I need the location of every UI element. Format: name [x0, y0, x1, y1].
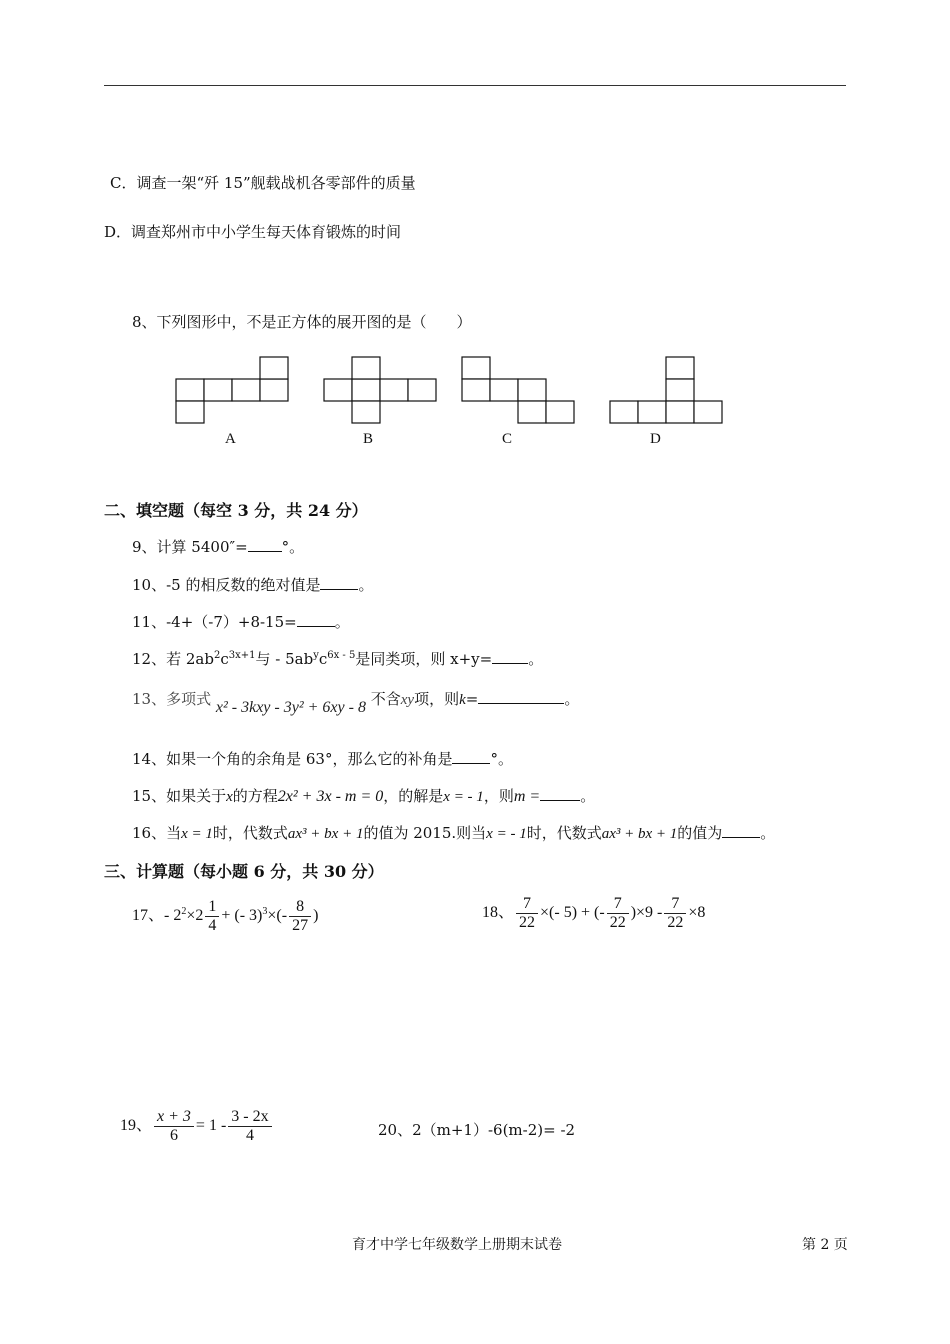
q16-expr2: ax³ + bx + 1 [601, 826, 678, 842]
q16-end: 。 [760, 824, 776, 842]
question-12 [132, 648, 543, 669]
answer-blank [297, 612, 335, 627]
section-2-title: 二、填空题（每空 3 分，共 24 分） [104, 501, 368, 520]
q16-t2: 的值为 2015.则当 [363, 824, 487, 842]
question-18 [482, 895, 705, 932]
q12-exp1: 2 [213, 650, 221, 661]
q12-exp4: 6x - 5 [327, 650, 356, 661]
numerator: x + 3 [154, 1108, 194, 1127]
net-label-c: C [502, 431, 513, 447]
answer-blank [722, 823, 760, 838]
question-19 [120, 1108, 274, 1145]
net-label-a: A [225, 431, 236, 447]
q13-eq: = [465, 690, 479, 708]
q16-t4: 的值为 [677, 824, 723, 842]
q14-end: °。 [490, 750, 513, 768]
option-c: C．调查一架“歼 15”舰载战机各零部件的质量 [110, 174, 416, 192]
q12-exp2: 3x+1 [228, 650, 256, 661]
denominator: 4 [245, 1127, 254, 1144]
q12-mid3: c [318, 650, 328, 668]
question-9 [132, 536, 304, 557]
question-10 [132, 574, 373, 595]
q18-a: ×(- 5) + (- [540, 904, 605, 922]
q19-fraction-1 [154, 1108, 194, 1145]
q17-a-exp: 2 [181, 905, 187, 917]
q19-a: = 1 - [195, 1117, 227, 1135]
q11-end: 。 [334, 613, 350, 631]
q18-c: ×8 [688, 904, 706, 922]
denominator: 22 [609, 914, 626, 931]
net-a [176, 357, 288, 423]
answer-blank [540, 786, 580, 801]
q16-t3: 时，代数式 [526, 824, 602, 842]
numerator: 8 [289, 898, 311, 917]
header-rule [104, 85, 846, 86]
question-20: 20、2（m+1）-6(m-2)= -2 [378, 1121, 576, 1139]
q16-t1: 时，代数式 [212, 824, 288, 842]
q17-a: - 2 [164, 907, 182, 925]
numerator: 7 [607, 895, 629, 914]
numerator: 3 - 2x [228, 1108, 271, 1127]
question-17 [132, 898, 318, 935]
q9-end: °。 [281, 538, 305, 556]
q15-equation: 2x² + 3x - m = 0 [277, 788, 384, 805]
q15-mid3: ，则 [483, 787, 514, 805]
q17-b: ×2 [186, 907, 204, 925]
q13-k: k [459, 692, 466, 708]
net-d [610, 357, 722, 423]
q13-end: 。 [564, 690, 580, 708]
answer-blank [492, 649, 528, 664]
section-3-title: 三、计算题（每小题 6 分，共 30 分） [104, 862, 384, 881]
q17-fraction-2 [289, 898, 311, 935]
q16-cond1: x = 1 [181, 826, 213, 842]
footer-title: 育才中学七年级数学上册期末试卷 [352, 1237, 562, 1253]
net-label-b: B [363, 431, 374, 447]
numerator: 1 [205, 898, 219, 917]
q17-fraction-1 [205, 898, 219, 935]
q18-label: 18、 [482, 904, 515, 922]
q13-term: xy [400, 692, 415, 708]
q12-mid2: 与 - 5ab [255, 650, 314, 668]
q15-end: 。 [580, 787, 596, 805]
q15-solution: x = - 1 [443, 789, 484, 805]
answer-blank [248, 537, 282, 552]
q9-text: 9、计算 5400″= [132, 538, 248, 556]
q12-pre: 12、若 2ab [132, 650, 214, 668]
question-13 [132, 688, 580, 716]
q18-fraction-1 [516, 895, 538, 932]
q19-label: 19、 [120, 1117, 153, 1135]
q16-expr1: ax³ + bx + 1 [287, 826, 364, 842]
question-14 [132, 748, 513, 769]
question-11 [132, 611, 350, 632]
question-16 [132, 822, 775, 843]
q10-end: 。 [358, 576, 374, 594]
cube-nets-figure [170, 352, 730, 428]
q15-mid: 的方程 [232, 787, 278, 805]
numerator: 7 [516, 895, 538, 914]
option-d: D．调查郑州市中小学生每天体育锻炼的时间 [104, 223, 402, 241]
q19-fraction-2 [228, 1108, 271, 1145]
answer-blank [478, 689, 564, 704]
q16-pre: 16、当 [132, 824, 182, 842]
answer-blank [452, 749, 490, 764]
denominator: 4 [208, 917, 217, 934]
question-15 [132, 785, 595, 806]
q17-c: + (- 3) [221, 907, 263, 925]
q12-end: 。 [528, 650, 544, 668]
q12-exp3: y [313, 650, 319, 661]
denominator: 27 [292, 917, 309, 934]
q18-b: )×9 - [630, 904, 663, 922]
question-8: 8、下列图形中，不是正方体的展开图的是（ ） [132, 313, 472, 331]
q17-label: 17、 [132, 907, 165, 925]
q14-text: 14、如果一个角的余角是 63°，那么它的补角是 [132, 750, 453, 768]
q15-mid2: ，的解是 [383, 787, 444, 805]
net-c [462, 357, 574, 423]
q16-cond2: x = - 1 [486, 826, 527, 842]
q12-mid1: c [220, 650, 229, 668]
denominator: 22 [519, 914, 536, 931]
q15-x: x [226, 789, 233, 805]
q13-pre: 13、多项式 [132, 690, 212, 708]
q17-e: ) [313, 907, 319, 925]
page-number: 第 2 页 [802, 1237, 848, 1253]
net-label-d: D [650, 431, 661, 447]
q17-c-exp: 3 [262, 905, 268, 917]
q15-m: m = [513, 788, 541, 805]
q17-d: ×(- [267, 907, 288, 925]
q12-post: 是同类项，则 x+y= [355, 650, 493, 668]
q13-post: 项，则 [414, 690, 460, 708]
q15-pre: 15、如果关于 [132, 787, 227, 805]
q18-fraction-2 [607, 895, 629, 932]
q10-text: 10、-5 的相反数的绝对值是 [132, 576, 321, 594]
denominator: 6 [169, 1127, 178, 1144]
net-b [324, 357, 436, 423]
answer-blank [320, 575, 358, 590]
q13-polynomial: x² - 3kxy - 3y² + 6xy - 8 [215, 699, 366, 716]
q11-text: 11、-4+（-7）+8-15= [132, 613, 297, 631]
numerator: 7 [664, 895, 686, 914]
denominator: 22 [667, 914, 684, 931]
q13-mid: 不含 [370, 690, 401, 708]
q18-fraction-3 [664, 895, 686, 932]
